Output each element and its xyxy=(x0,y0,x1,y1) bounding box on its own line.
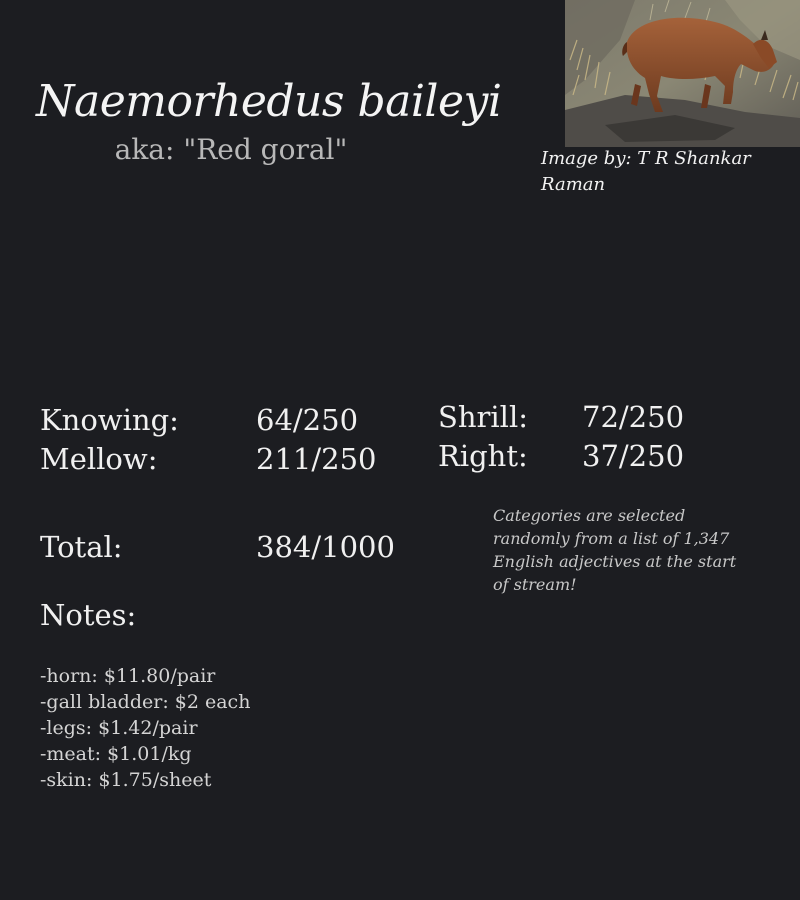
common-name: aka: "Red goral" xyxy=(114,133,348,166)
photo-credit: Image by: T R Shankar Raman xyxy=(541,148,751,195)
stat-label-knowing: Knowing: xyxy=(40,403,179,437)
animal-photo xyxy=(565,0,800,147)
notes-heading: Notes: xyxy=(40,598,137,632)
note-item: -meat: $1.01/kg xyxy=(40,743,192,765)
note-item: -gall bladder: $2 each xyxy=(40,691,251,713)
stat-label-mellow: Mellow: xyxy=(40,442,158,476)
stat-label-right: Right: xyxy=(438,439,528,473)
notes-list xyxy=(40,663,250,793)
note-item: -legs: $1.42/pair xyxy=(40,717,198,739)
note-item: -horn: $11.80/pair xyxy=(40,665,216,687)
total-label: Total: xyxy=(40,530,123,564)
stat-label-shrill: Shrill: xyxy=(438,400,529,434)
stat-value-knowing: 64/250 xyxy=(256,403,359,437)
categories-note: Categories are selected randomly from a list of 1,347 English adjectives at the start of stream! xyxy=(493,506,737,594)
stat-value-shrill: 72/250 xyxy=(582,400,685,434)
note-item: -skin: $1.75/sheet xyxy=(40,769,212,791)
species-title: Naemorhedus baileyi xyxy=(36,76,502,127)
stat-value-mellow: 211/250 xyxy=(256,442,377,476)
total-value: 384/1000 xyxy=(256,530,395,564)
stat-value-right: 37/250 xyxy=(582,439,685,473)
